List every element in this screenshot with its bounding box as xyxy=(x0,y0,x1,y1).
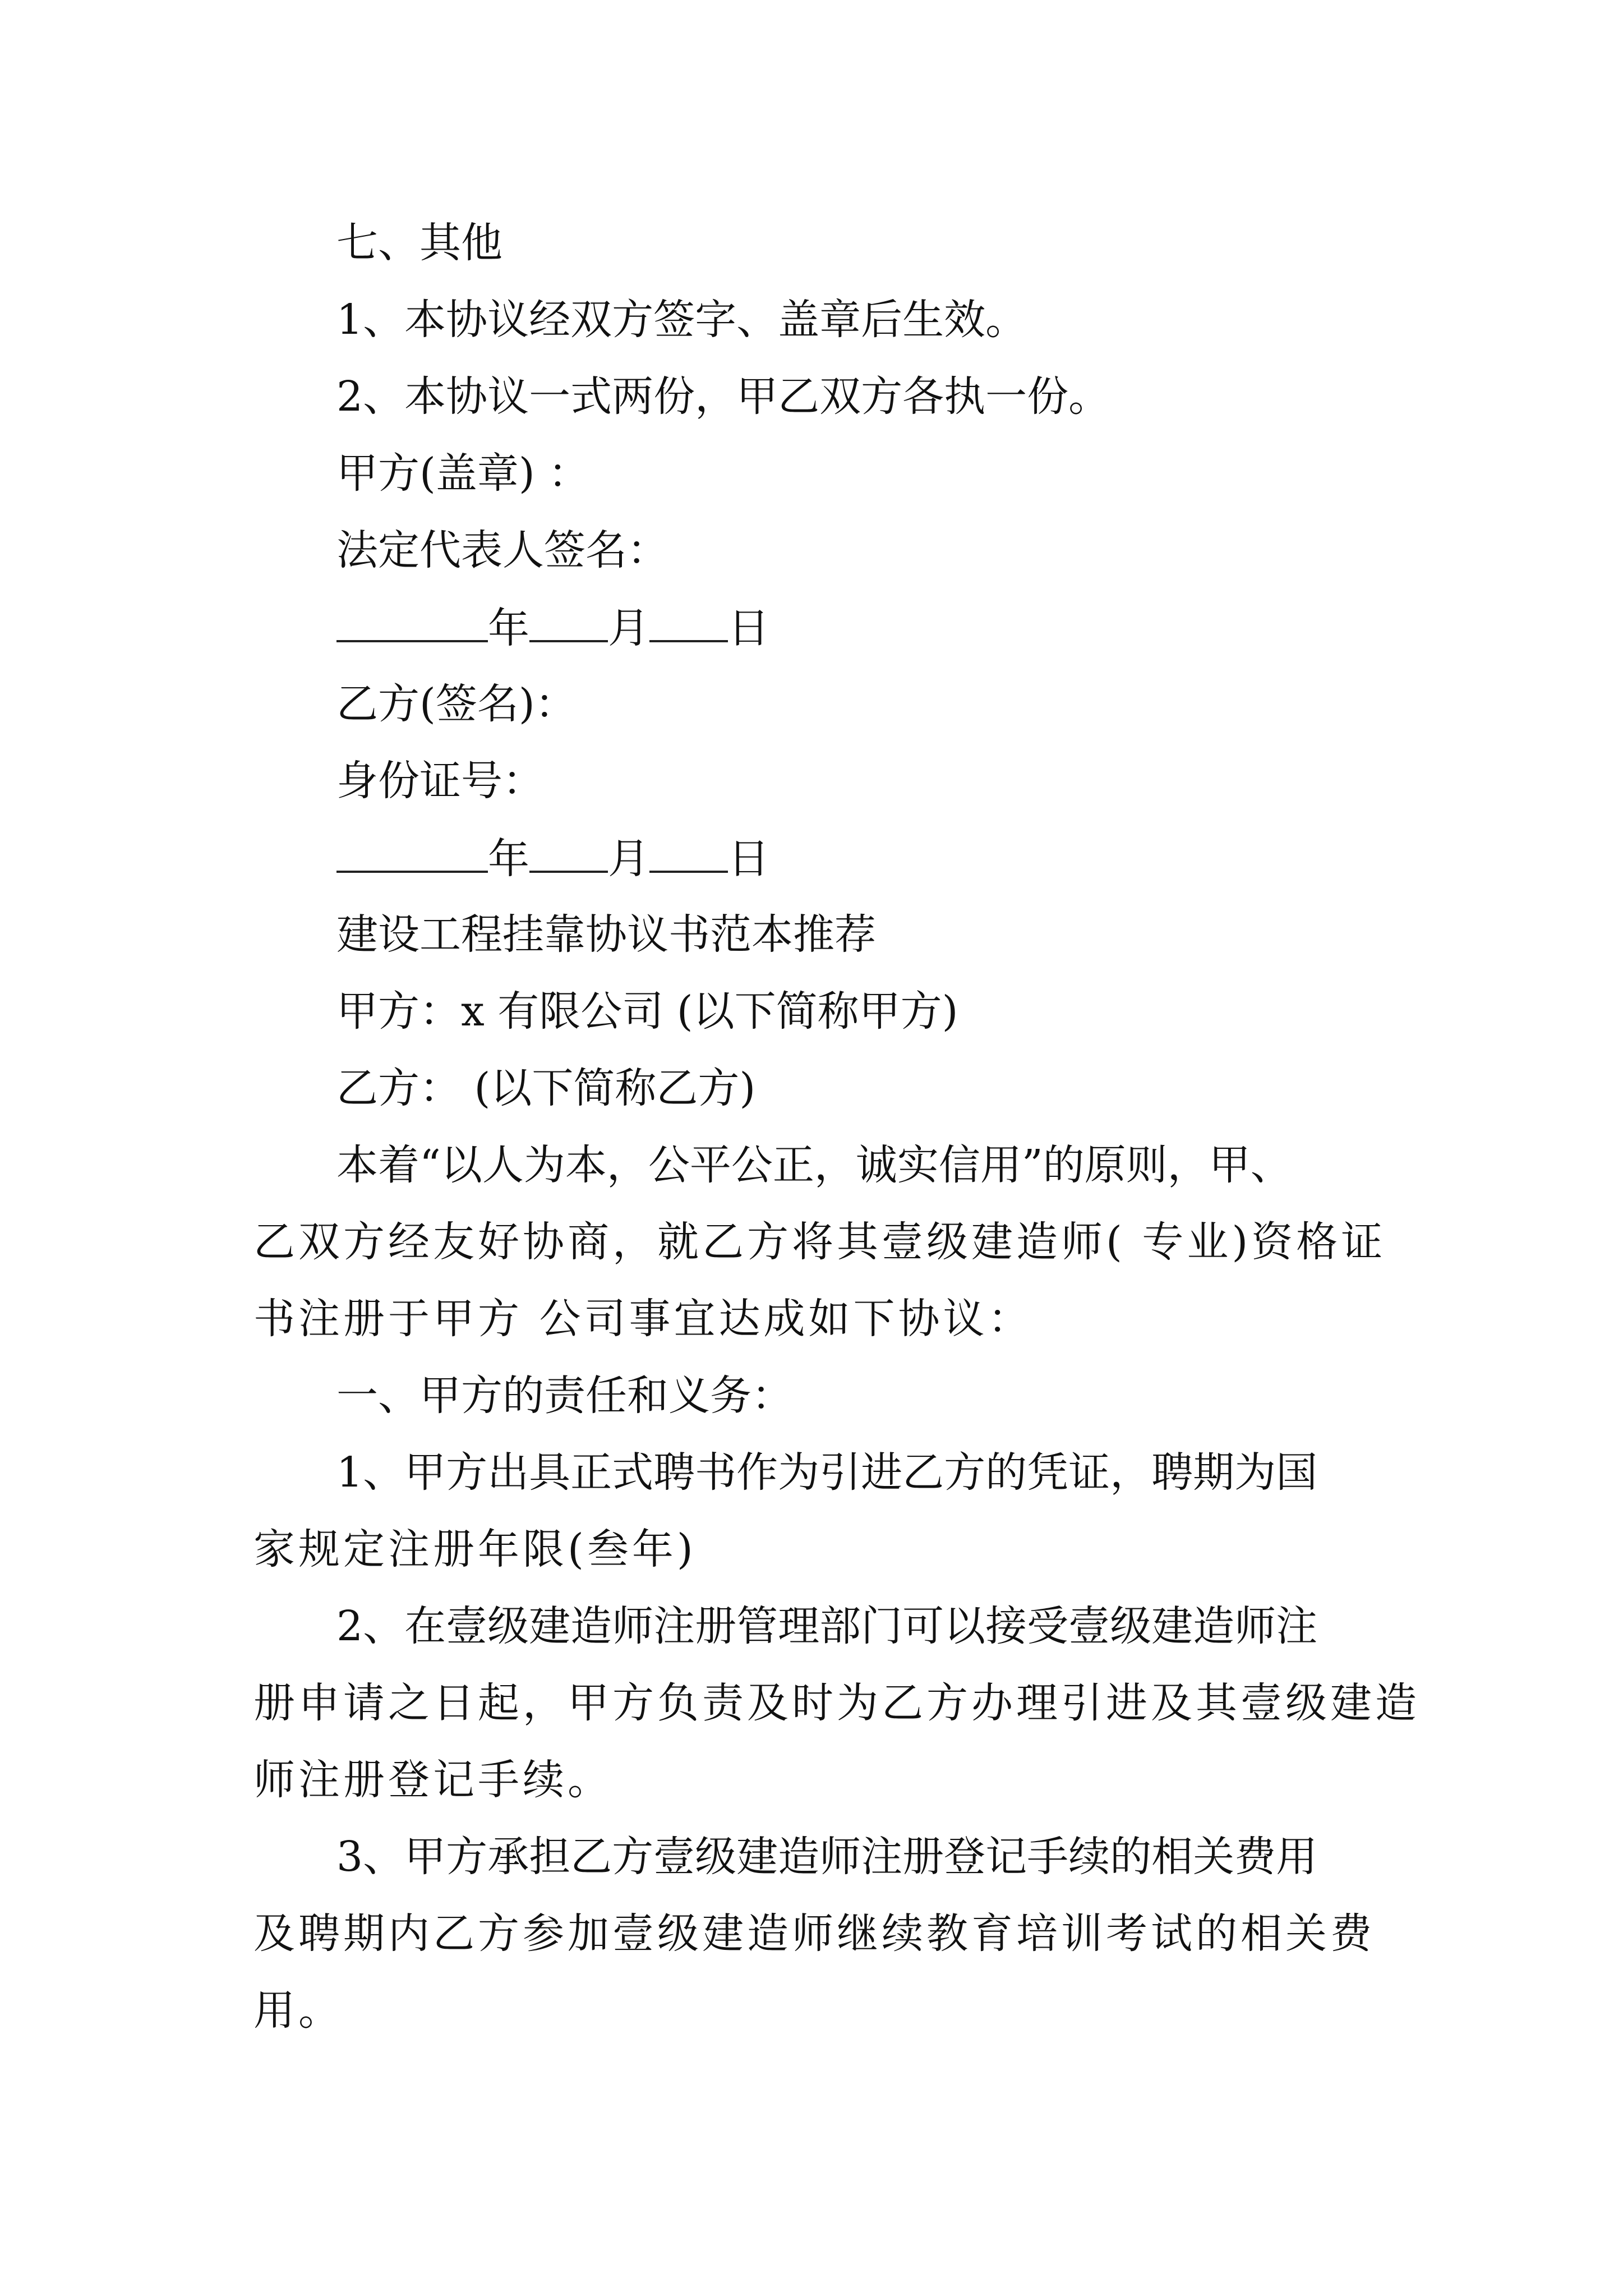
item-2-line-2: 册申请之日起，甲方负责及时为乙方办理引进及其壹级建造 xyxy=(253,1679,1420,1727)
recommendation-title: 建设工程挂靠协议书范本推荐 xyxy=(336,910,876,959)
day-blank xyxy=(649,837,728,873)
date-line-party-a xyxy=(336,604,769,652)
year-label: 年 xyxy=(488,835,529,883)
item-2-line-3: 师注册登记手续。 xyxy=(253,1756,612,1804)
party-b-sign-label: 乙方(签名)： xyxy=(336,680,577,728)
day-blank xyxy=(649,606,728,642)
item-2-line-1: 2、在壹级建造师注册管理部门可以接受壹级建造师注 xyxy=(336,1602,1318,1650)
section-one-heading: 一、甲方的责任和义务： xyxy=(336,1372,793,1420)
date-line-party-b xyxy=(336,835,769,883)
day-label: 日 xyxy=(728,835,769,883)
item-1-line-1: 1、甲方出具正式聘书作为引进乙方的凭证，聘期为国 xyxy=(336,1448,1318,1497)
legal-rep-sign-label: 法定代表人签名： xyxy=(336,526,668,574)
item-3-line-3: 用。 xyxy=(253,1986,343,2035)
preamble-line-3: 书注册于甲方 公司事宜达成如下协议： xyxy=(253,1295,1033,1343)
month-label: 月 xyxy=(608,835,649,883)
year-blank xyxy=(336,606,488,642)
preamble-line-2: 乙双方经友好协商，就乙方将其壹级建造师( 专业)资格证 xyxy=(253,1218,1386,1266)
section-seven-item-2: 2、本协议一式两份，甲乙双方各执一份。 xyxy=(336,372,1110,421)
id-number-label: 身份证号： xyxy=(336,757,544,805)
party-b-line: 乙方： (以下简称乙方) xyxy=(336,1064,756,1112)
item-3-line-1: 3、甲方承担乙方壹级建造师注册登记手续的相关费用 xyxy=(336,1833,1318,1881)
month-blank xyxy=(529,837,608,873)
year-blank xyxy=(336,837,488,873)
section-seven-item-1: 1、本协议经双方签字、盖章后生效。 xyxy=(336,296,1027,344)
item-1-line-2: 家规定注册年限(叁年) xyxy=(253,1525,697,1573)
item-3-line-2: 及聘期内乙方参加壹级建造师继续教育培训考试的相关费 xyxy=(253,1910,1375,1958)
month-label: 月 xyxy=(608,604,649,652)
preamble-line-1: 本着“以人为本，公平公正，诚实信用”的原则，甲、 xyxy=(336,1141,1292,1189)
section-seven-heading: 七、其他 xyxy=(336,219,502,267)
year-label: 年 xyxy=(488,604,529,652)
month-blank xyxy=(529,606,608,642)
party-a-seal-label: 甲方(盖章) ： xyxy=(336,449,590,498)
day-label: 日 xyxy=(728,604,769,652)
party-a-line: 甲方：x 有限公司 (以下简称甲方) xyxy=(336,987,958,1036)
